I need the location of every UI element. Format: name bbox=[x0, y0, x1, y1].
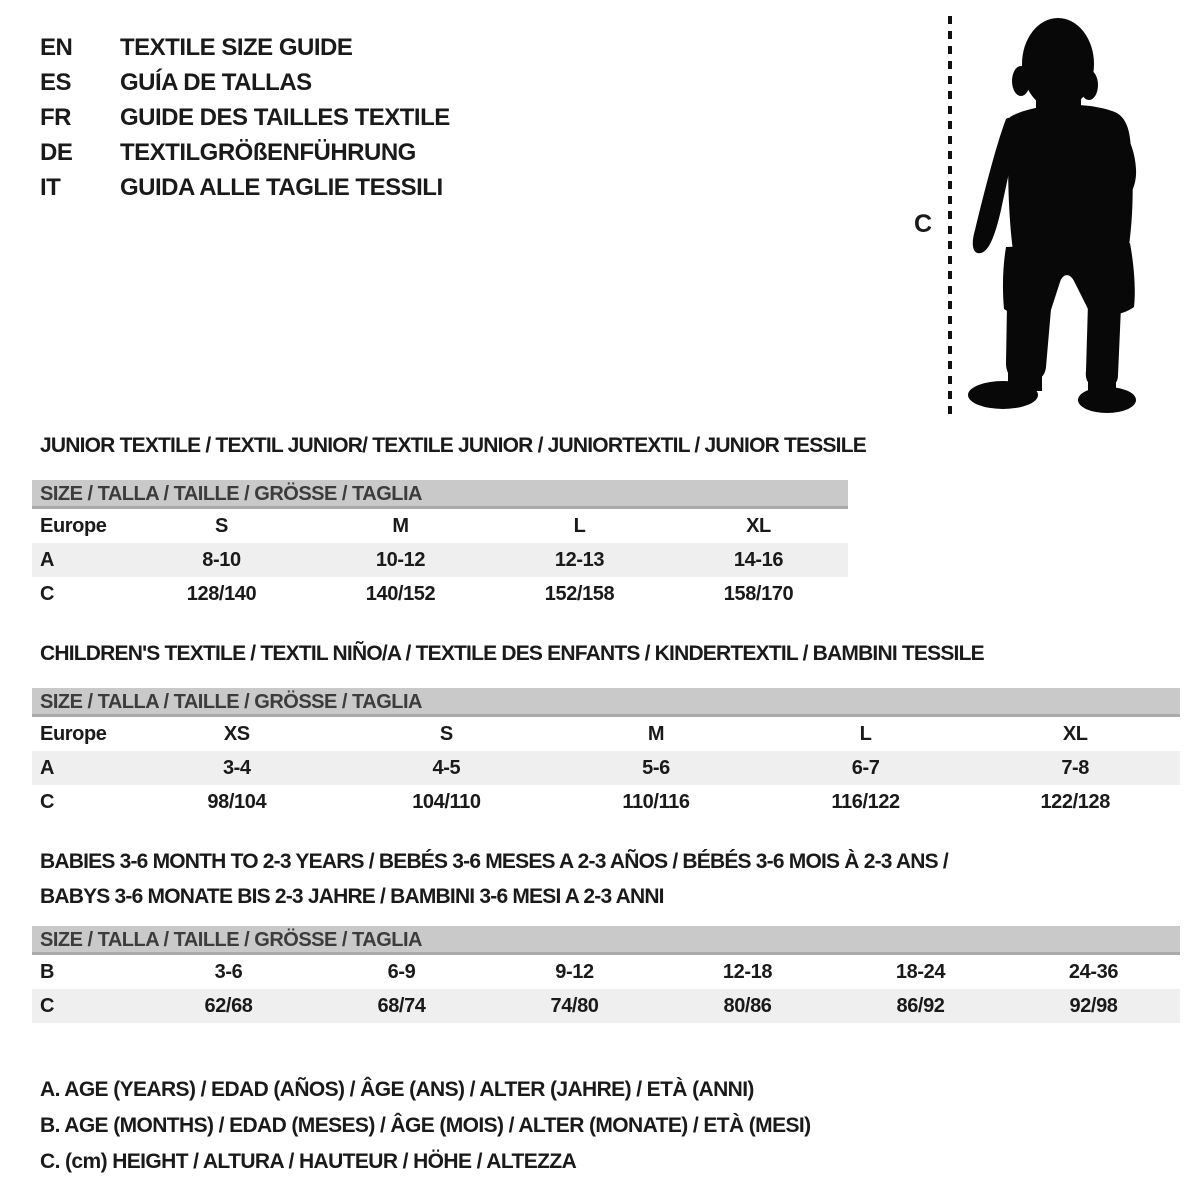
size-header-bar: SIZE / TALLA / TAILLE / GRÖSSE / TAGLIA bbox=[32, 688, 1180, 717]
table-row bbox=[32, 543, 848, 577]
table-cell: 68/74 bbox=[377, 994, 426, 1017]
table-cell: XS bbox=[223, 722, 250, 745]
table-cell: 7-8 bbox=[1061, 756, 1090, 779]
table-cell: 62/68 bbox=[204, 994, 253, 1017]
row-label: Europe bbox=[40, 514, 107, 537]
table-cell: 140/152 bbox=[365, 582, 436, 605]
row-label: B bbox=[40, 960, 55, 983]
table-cell: 9-12 bbox=[555, 960, 594, 983]
toddler-silhouette-icon bbox=[962, 15, 1147, 420]
language-code: FR bbox=[40, 103, 71, 131]
language-row bbox=[40, 100, 450, 135]
legend-line-c: C. (cm) HEIGHT / ALTURA / HAUTEUR / HÖHE / ALTEZZA bbox=[40, 1150, 577, 1173]
junior-section-title: JUNIOR TEXTILE / TEXTIL JUNIOR/ TEXTILE JUNIOR / JUNIORTEXTIL / JUNIOR TESSILE bbox=[40, 434, 866, 457]
table-cell: 80/86 bbox=[723, 994, 772, 1017]
children-size-table bbox=[32, 688, 1180, 819]
language-row bbox=[40, 30, 450, 65]
row-label: C bbox=[40, 582, 55, 605]
table-cell: XL bbox=[1062, 722, 1088, 745]
table-row bbox=[32, 717, 1180, 751]
table-cell: 12-18 bbox=[722, 960, 773, 983]
table-cell: 24-36 bbox=[1068, 960, 1119, 983]
table-cell: 18-24 bbox=[895, 960, 946, 983]
language-row bbox=[40, 65, 450, 100]
table-cell: L bbox=[859, 722, 872, 745]
babies-size-table bbox=[32, 926, 1180, 1023]
language-label: GUÍA DE TALLAS bbox=[120, 68, 312, 96]
language-row bbox=[40, 170, 450, 205]
table-row bbox=[32, 785, 1180, 819]
height-measure-dashed-line bbox=[948, 16, 952, 416]
legend bbox=[40, 1072, 811, 1180]
language-label: GUIDE DES TAILLES TEXTILE bbox=[120, 103, 450, 131]
size-header-bar: SIZE / TALLA / TAILLE / GRÖSSE / TAGLIA bbox=[32, 480, 848, 509]
table-cell: 3-4 bbox=[222, 756, 251, 779]
language-label: TEXTILGRÖßENFÜHRUNG bbox=[120, 138, 416, 166]
table-cell: 14-16 bbox=[733, 548, 784, 571]
table-cell: 122/128 bbox=[1040, 790, 1110, 813]
legend-line-a: A. AGE (YEARS) / EDAD (AÑOS) / ÂGE (ANS) / ALTER (JAHRE) / ETÀ (ANNI) bbox=[40, 1078, 754, 1101]
language-label: TEXTILE SIZE GUIDE bbox=[120, 33, 353, 61]
row-label: C bbox=[40, 994, 55, 1017]
table-cell: 6-9 bbox=[387, 960, 416, 983]
language-code: DE bbox=[40, 138, 73, 166]
row-label: A bbox=[40, 756, 55, 779]
table-cell: M bbox=[647, 722, 665, 745]
table-cell: 5-6 bbox=[642, 756, 670, 779]
language-code: ES bbox=[40, 68, 72, 96]
table-cell: S bbox=[439, 722, 453, 745]
table-cell: 104/110 bbox=[412, 790, 481, 813]
table-cell: 10-12 bbox=[375, 548, 426, 571]
table-cell: S bbox=[215, 514, 228, 537]
table-cell: 152/158 bbox=[544, 582, 615, 605]
table-cell: 116/122 bbox=[831, 790, 900, 813]
table-cell: XL bbox=[746, 514, 771, 537]
language-code: EN bbox=[40, 33, 73, 61]
row-label: Europe bbox=[40, 722, 107, 745]
table-cell: 4-5 bbox=[432, 756, 461, 779]
table-cell: L bbox=[573, 514, 586, 537]
children-section-title: CHILDREN'S TEXTILE / TEXTIL NIÑO/A / TEXTILE DES ENFANTS / KINDERTEXTIL / BAMBINI TESSILE bbox=[40, 642, 984, 665]
row-label: C bbox=[40, 790, 55, 813]
language-list bbox=[40, 30, 450, 205]
table-cell: M bbox=[392, 514, 409, 537]
language-code: IT bbox=[40, 173, 61, 201]
junior-size-table bbox=[32, 480, 848, 611]
size-header-bar: SIZE / TALLA / TAILLE / GRÖSSE / TAGLIA bbox=[32, 926, 1180, 955]
table-cell: 6-7 bbox=[851, 756, 880, 779]
table-row bbox=[32, 577, 848, 611]
table-cell: 110/116 bbox=[622, 790, 690, 813]
table-cell: 128/140 bbox=[186, 582, 257, 605]
language-label: GUIDA ALLE TAGLIE TESSILI bbox=[120, 173, 443, 201]
table-row bbox=[32, 509, 848, 543]
babies-section-title-line1: BABIES 3-6 MONTH TO 2-3 YEARS / BEBÉS 3-6 MESES A 2-3 AÑOS / BÉBÉS 3-6 MOIS À 2-3 ANS / bbox=[40, 850, 948, 873]
language-row bbox=[40, 135, 450, 170]
table-cell: 86/92 bbox=[896, 994, 945, 1017]
table-cell: 74/80 bbox=[550, 994, 599, 1017]
legend-line-b: B. AGE (MONTHS) / EDAD (MESES) / ÂGE (MOIS) / ALTER (MONATE) / ETÀ (MESI) bbox=[40, 1114, 811, 1137]
table-cell: 3-6 bbox=[214, 960, 243, 983]
babies-section-title-line2: BABYS 3-6 MONATE BIS 2-3 JAHRE / BAMBINI 3-6 MESI A 2-3 ANNI bbox=[40, 885, 664, 908]
table-cell: 158/170 bbox=[723, 582, 794, 605]
row-label: A bbox=[40, 548, 55, 571]
height-measure-label: C bbox=[914, 210, 933, 238]
table-cell: 92/98 bbox=[1069, 994, 1118, 1017]
table-row bbox=[32, 751, 1180, 785]
table-cell: 12-13 bbox=[554, 548, 605, 571]
table-row bbox=[32, 989, 1180, 1023]
table-cell: 8-10 bbox=[202, 548, 241, 571]
table-cell: 98/104 bbox=[207, 790, 267, 813]
table-row bbox=[32, 955, 1180, 989]
